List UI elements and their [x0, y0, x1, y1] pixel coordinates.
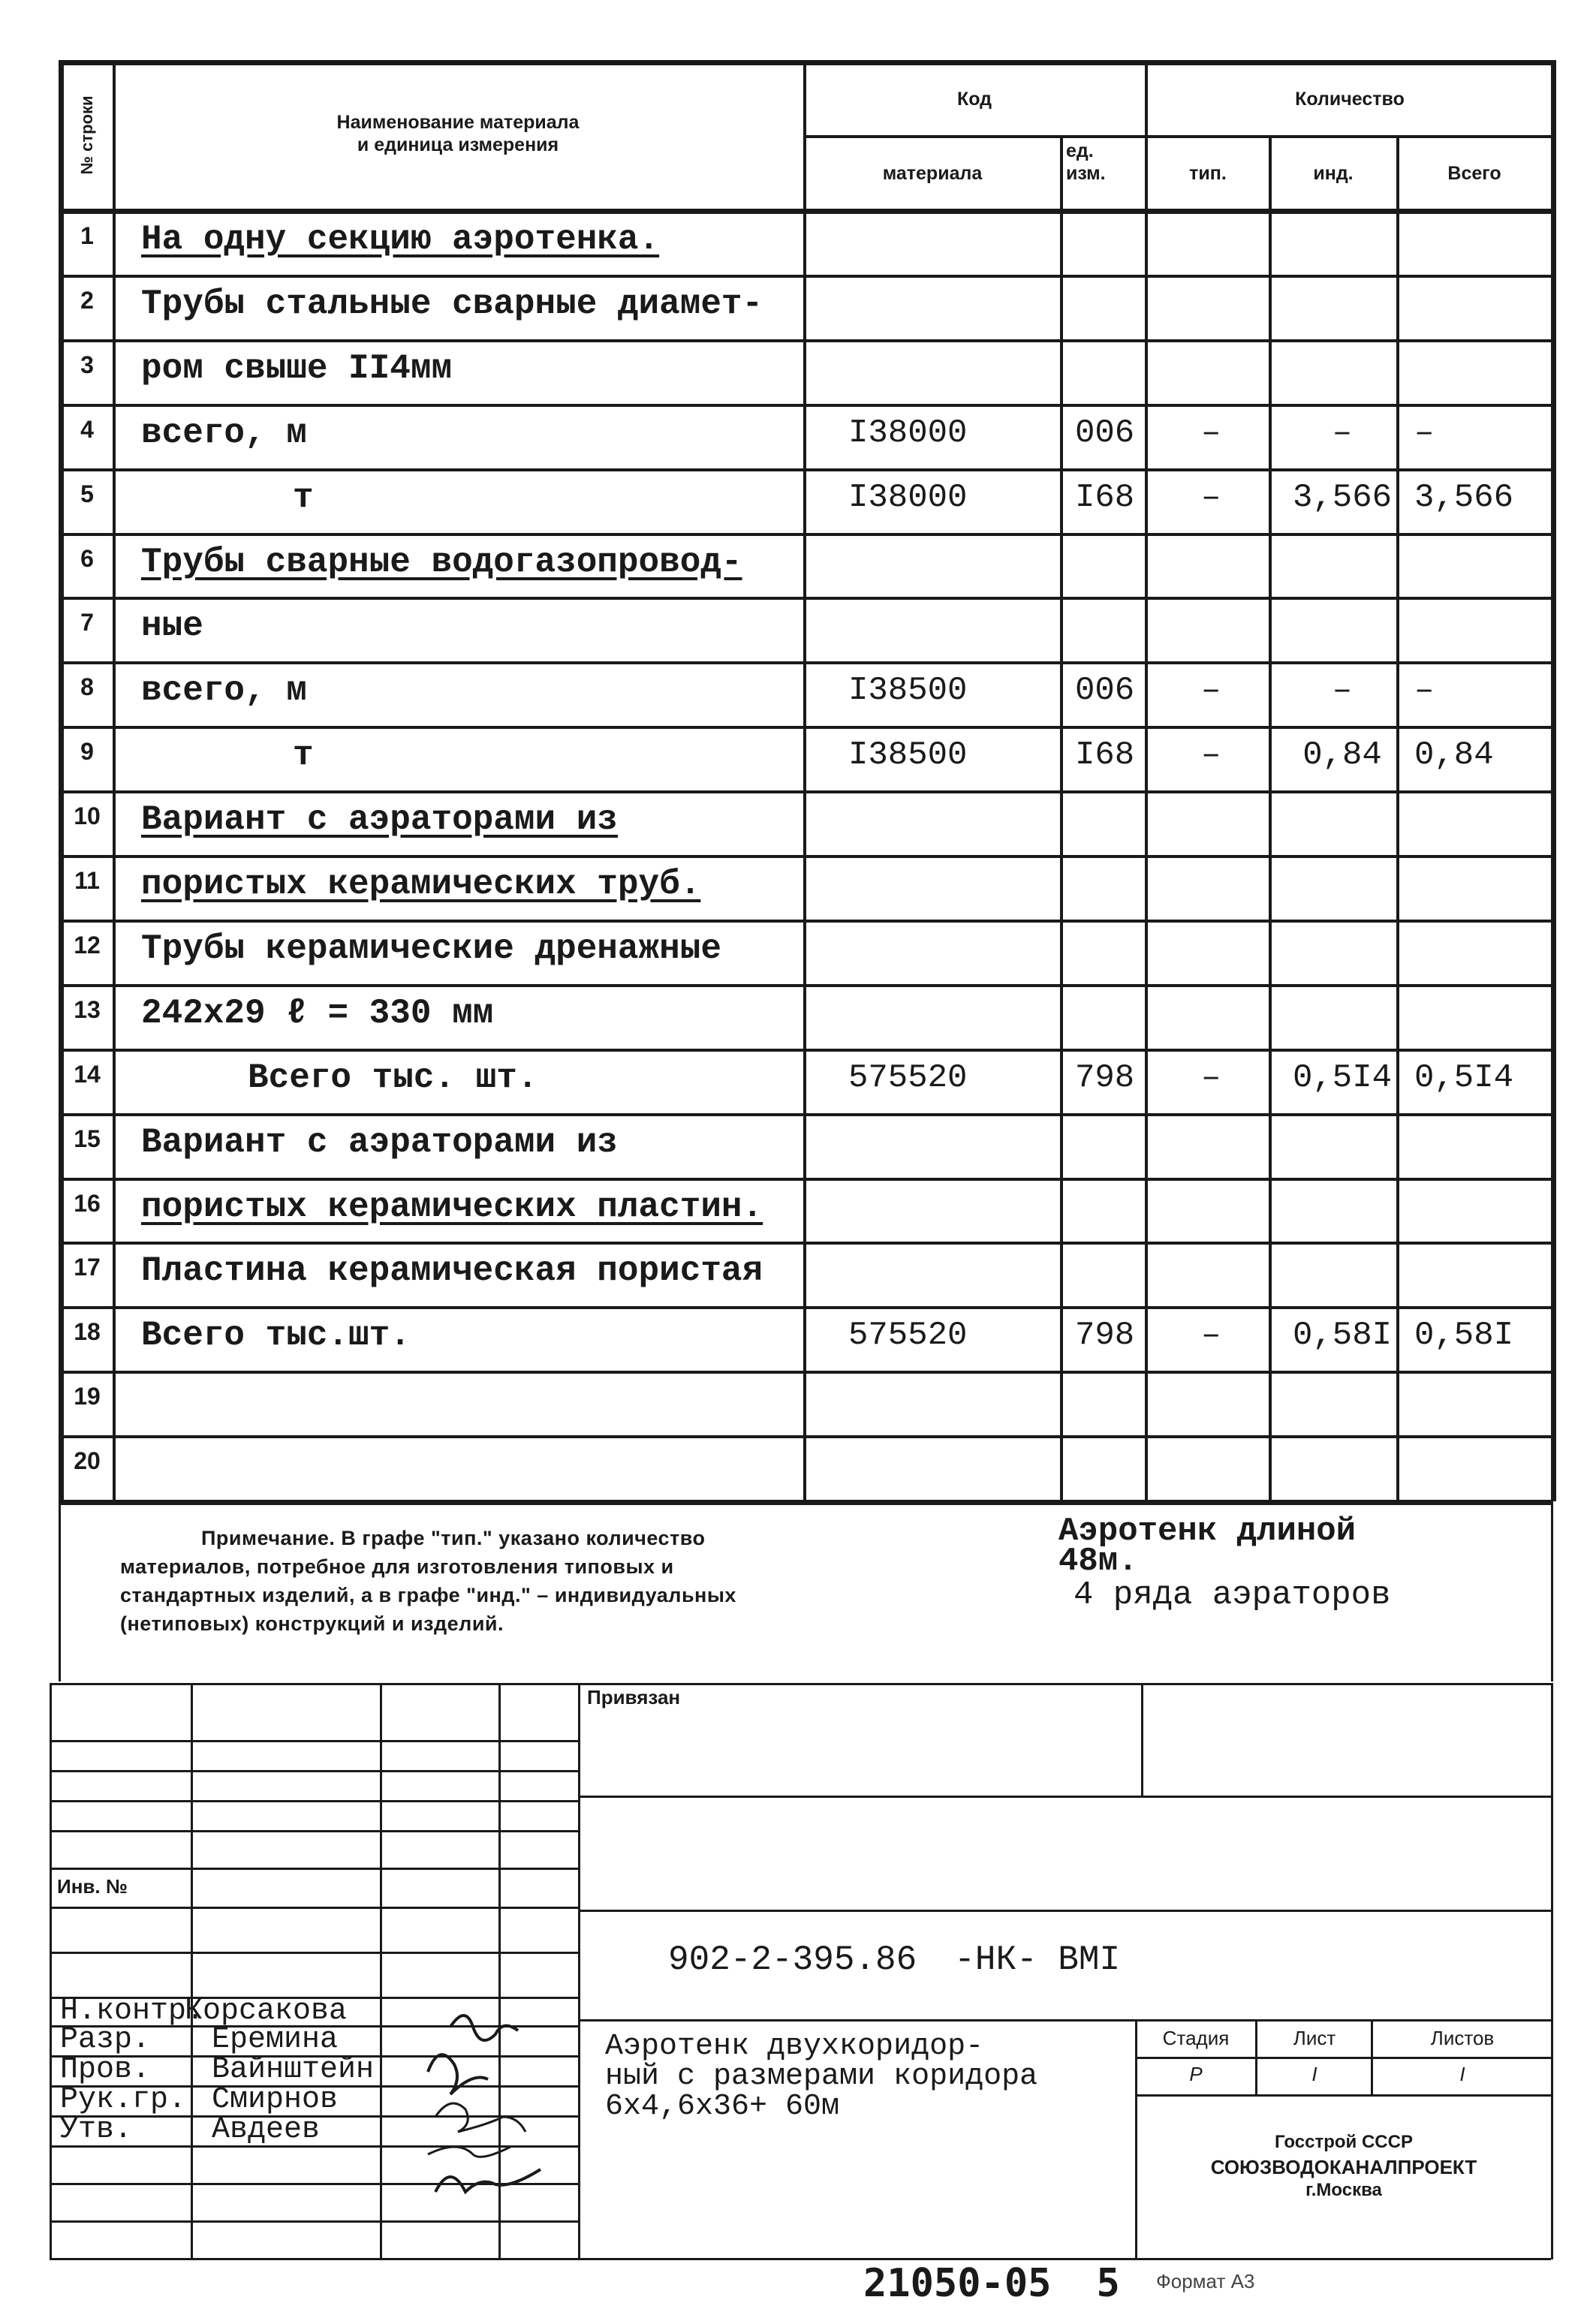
sheets-value: I [1459, 2063, 1465, 2085]
row-divider [59, 855, 1552, 858]
row-divider [59, 275, 1552, 278]
row-divider [59, 661, 1552, 664]
material-name: т [293, 736, 314, 775]
material-name: Всего тыс. шт. [248, 1058, 538, 1097]
qty-total: – [1414, 414, 1435, 452]
org-line-3: г.Москва [1305, 2180, 1382, 2200]
stamp-grid-row-line [50, 1952, 578, 1954]
material-name: Трубы стальные сварные диамет- [141, 284, 763, 324]
signatory-role: Рук.гр. [60, 2083, 187, 2117]
row-divider [59, 597, 1552, 600]
header-qty-typ: тип. [1189, 163, 1227, 184]
title-line-1: Аэротенк двухкоридор- [605, 2030, 984, 2064]
qty-ind: 0,84 [1302, 736, 1382, 775]
row-number: 4 [80, 415, 94, 443]
row-number: 9 [80, 738, 94, 766]
signatory-role: Пров. [60, 2053, 151, 2087]
qty-ind: 0,58I [1292, 1317, 1393, 1355]
stamp-top-border [50, 1683, 1551, 1685]
note-right-line-2: 48м. [1058, 1543, 1138, 1580]
stamp-col-1 [191, 1683, 193, 2258]
unit-code: 006 [1075, 672, 1135, 710]
row-number: 12 [74, 931, 101, 959]
qty-ind: – [1332, 414, 1353, 452]
title-line-3: 6х4,6х36+ 60м [605, 2090, 840, 2124]
row-number: 7 [80, 609, 94, 637]
signatory-name: Вайнштейн [212, 2053, 375, 2087]
qty-typ: – [1201, 414, 1221, 452]
row-number: 1 [80, 222, 94, 249]
note-line-1: Примечание. В графе "тип." указано количество [201, 1527, 706, 1549]
material-name: Трубы сварные водогазопровод- [141, 542, 742, 582]
material-name: пористых керамических пластин. [141, 1187, 763, 1227]
signatory-role: Утв. [60, 2113, 133, 2147]
stamp-grid-row-line [50, 1740, 578, 1742]
note-right-line-1: Аэротенк длиной [1058, 1513, 1357, 1550]
document-code: 902-2-395.86 -НК- ВМI [668, 1940, 1121, 1979]
material-name: Всего тыс.шт. [141, 1316, 411, 1356]
note-right-line-3: 4 ряда аэраторов [1074, 1576, 1391, 1614]
row-divider [59, 790, 1552, 793]
sheets-label: Листов [1430, 2027, 1495, 2049]
stage-value: Р [1189, 2063, 1203, 2085]
unit-code: 798 [1075, 1317, 1135, 1355]
sheet-label: Лист [1293, 2027, 1336, 2049]
row-divider [59, 1371, 1552, 1374]
row-number: 11 [74, 867, 100, 894]
inventory-number-label: Инв. № [57, 1875, 128, 1898]
table-bottom-border [59, 1500, 1552, 1505]
material-name: всего, м [141, 413, 307, 453]
stamp-col-2 [380, 1683, 382, 2258]
material-name: т [293, 477, 314, 517]
row-number: 15 [74, 1124, 101, 1152]
row-number: 17 [74, 1254, 101, 1281]
header-material-name: Наименование материала и единица измерения [336, 112, 580, 155]
stamp-right-border [1551, 1683, 1553, 2259]
qty-typ: – [1201, 1058, 1221, 1097]
material-name: всего, м [141, 671, 307, 711]
row-number: 8 [80, 673, 94, 701]
title-line-2: ный с размерами коридора [605, 2060, 1038, 2094]
material-code: I38000 [848, 414, 968, 452]
signatory-role: Разр. [60, 2023, 151, 2057]
material-name: Трубы керамические дренажные [141, 929, 721, 968]
header-qty-total: Всего [1447, 163, 1501, 184]
row-divider [59, 339, 1552, 342]
stamp-grid-row-line [50, 1868, 578, 1870]
row-number: 14 [74, 1060, 101, 1088]
row-divider [59, 726, 1552, 729]
material-code: I38500 [848, 736, 968, 775]
row-divider [59, 533, 1552, 536]
material-code: 575520 [848, 1058, 968, 1097]
footer-format: Формат А3 [1156, 2270, 1255, 2292]
signatory-role: Н.контр. [60, 1994, 205, 2028]
material-code: I38500 [848, 672, 968, 710]
material-code: 575520 [848, 1317, 968, 1355]
note-right-border [1551, 1501, 1553, 1681]
header-quantity: Количество [1295, 89, 1405, 110]
material-name: 242х29 ℓ = 330 мм [141, 993, 494, 1033]
stamp-right-h-1 [578, 1796, 1551, 1798]
stamp-grid-row-line [50, 1907, 578, 1909]
qty-total: 3,566 [1414, 478, 1514, 516]
qty-total: 0,5I4 [1414, 1058, 1514, 1097]
material-name: Пластина керамическая пористая [141, 1251, 763, 1291]
stamp-bottom-border [50, 2258, 1551, 2260]
row-divider [59, 920, 1552, 923]
row-divider [59, 1242, 1552, 1245]
material-name: На одну секцию аэротенка. [141, 220, 660, 259]
stamp-stage-h [1135, 2057, 1551, 2059]
stamp-right-h-3 [578, 2019, 1551, 2022]
material-code: I38000 [848, 478, 968, 516]
material-name: ные [141, 607, 203, 646]
qty-typ: – [1201, 736, 1221, 775]
note-line-4: (нетиповых) конструкций и изделий. [120, 1612, 504, 1635]
row-divider [59, 1306, 1552, 1309]
material-name: ром свыше II4мм [141, 348, 453, 388]
signatory-name: Смирнов [212, 2083, 339, 2117]
note-line-2: материалов, потребное для изготовления типовых и [120, 1555, 674, 1578]
material-name: Вариант с аэраторами из [141, 800, 618, 840]
unit-code: 006 [1075, 414, 1135, 452]
signatory-name: Авдеев [212, 2113, 321, 2147]
row-divider [59, 984, 1552, 987]
stamp-right-h-2 [578, 1910, 1551, 1912]
handwritten-signatures [420, 1997, 586, 2214]
row-number: 2 [80, 286, 94, 314]
unit-code: I68 [1075, 478, 1135, 516]
qty-ind: 3,566 [1292, 478, 1393, 516]
header-sub-divider [803, 135, 1551, 138]
privyazan-label: Привязан [587, 1686, 681, 1708]
row-number: 5 [80, 480, 94, 507]
row-number: 16 [74, 1189, 101, 1217]
note-left-border [59, 1501, 61, 1681]
row-number: 19 [74, 1383, 101, 1410]
qty-typ: – [1201, 672, 1221, 710]
note-line-3: стандартных изделий, а в графе "инд." – индивидуальных [120, 1584, 736, 1606]
qty-total: – [1414, 672, 1435, 710]
stamp-grid-row-line [50, 2220, 578, 2223]
signatory-name: Корсакова [185, 1994, 348, 2028]
row-number: 18 [74, 1318, 101, 1346]
unit-code: 798 [1075, 1058, 1135, 1097]
row-divider [59, 468, 1552, 471]
material-name: пористых керамических труб. [141, 865, 701, 904]
stamp-org-top [1135, 2094, 1551, 2097]
row-divider [59, 404, 1552, 407]
stamp-grid-row-line [50, 1800, 578, 1802]
stamp-grid-row-line [50, 1830, 578, 1832]
row-divider [59, 1178, 1552, 1181]
qty-total: 0,58I [1414, 1317, 1514, 1355]
stamp-privyazan-divider [1141, 1683, 1143, 1796]
row-divider [59, 1435, 1552, 1438]
row-number: 10 [74, 802, 101, 830]
qty-ind: 0,5I4 [1292, 1058, 1393, 1097]
org-line-1: Госстрой СССР [1275, 2132, 1413, 2152]
footer-archive-number: 21050-05 5 [863, 2261, 1120, 2306]
signatory-name: Еремина [212, 2023, 339, 2057]
row-divider [59, 1049, 1552, 1052]
material-name: Вариант с аэраторами из [141, 1122, 618, 1162]
header-code-material: материала [882, 163, 983, 184]
header-bottom-border [59, 209, 1552, 214]
header-row-number-label: № строки [77, 95, 96, 175]
qty-typ: – [1201, 1317, 1221, 1355]
row-number: 20 [74, 1447, 101, 1475]
header-qty-ind: инд. [1313, 163, 1354, 184]
sheet-value: I [1311, 2063, 1317, 2085]
unit-code: I68 [1075, 736, 1135, 775]
row-number: 6 [80, 544, 94, 572]
org-line-2: СОЮЗВОДОКАНАЛПРОЕКТ [1210, 2156, 1477, 2178]
row-number: 3 [80, 351, 94, 378]
header-code: Код [956, 89, 992, 110]
qty-ind: – [1332, 672, 1353, 710]
stage-label: Стадия [1162, 2027, 1230, 2049]
qty-total: 0,84 [1414, 736, 1494, 775]
stamp-grid-row-line [50, 1770, 578, 1772]
row-number: 13 [74, 995, 101, 1023]
row-divider [59, 1113, 1552, 1116]
qty-typ: – [1201, 478, 1221, 516]
header-code-unit: ед. изм. [1066, 140, 1106, 184]
